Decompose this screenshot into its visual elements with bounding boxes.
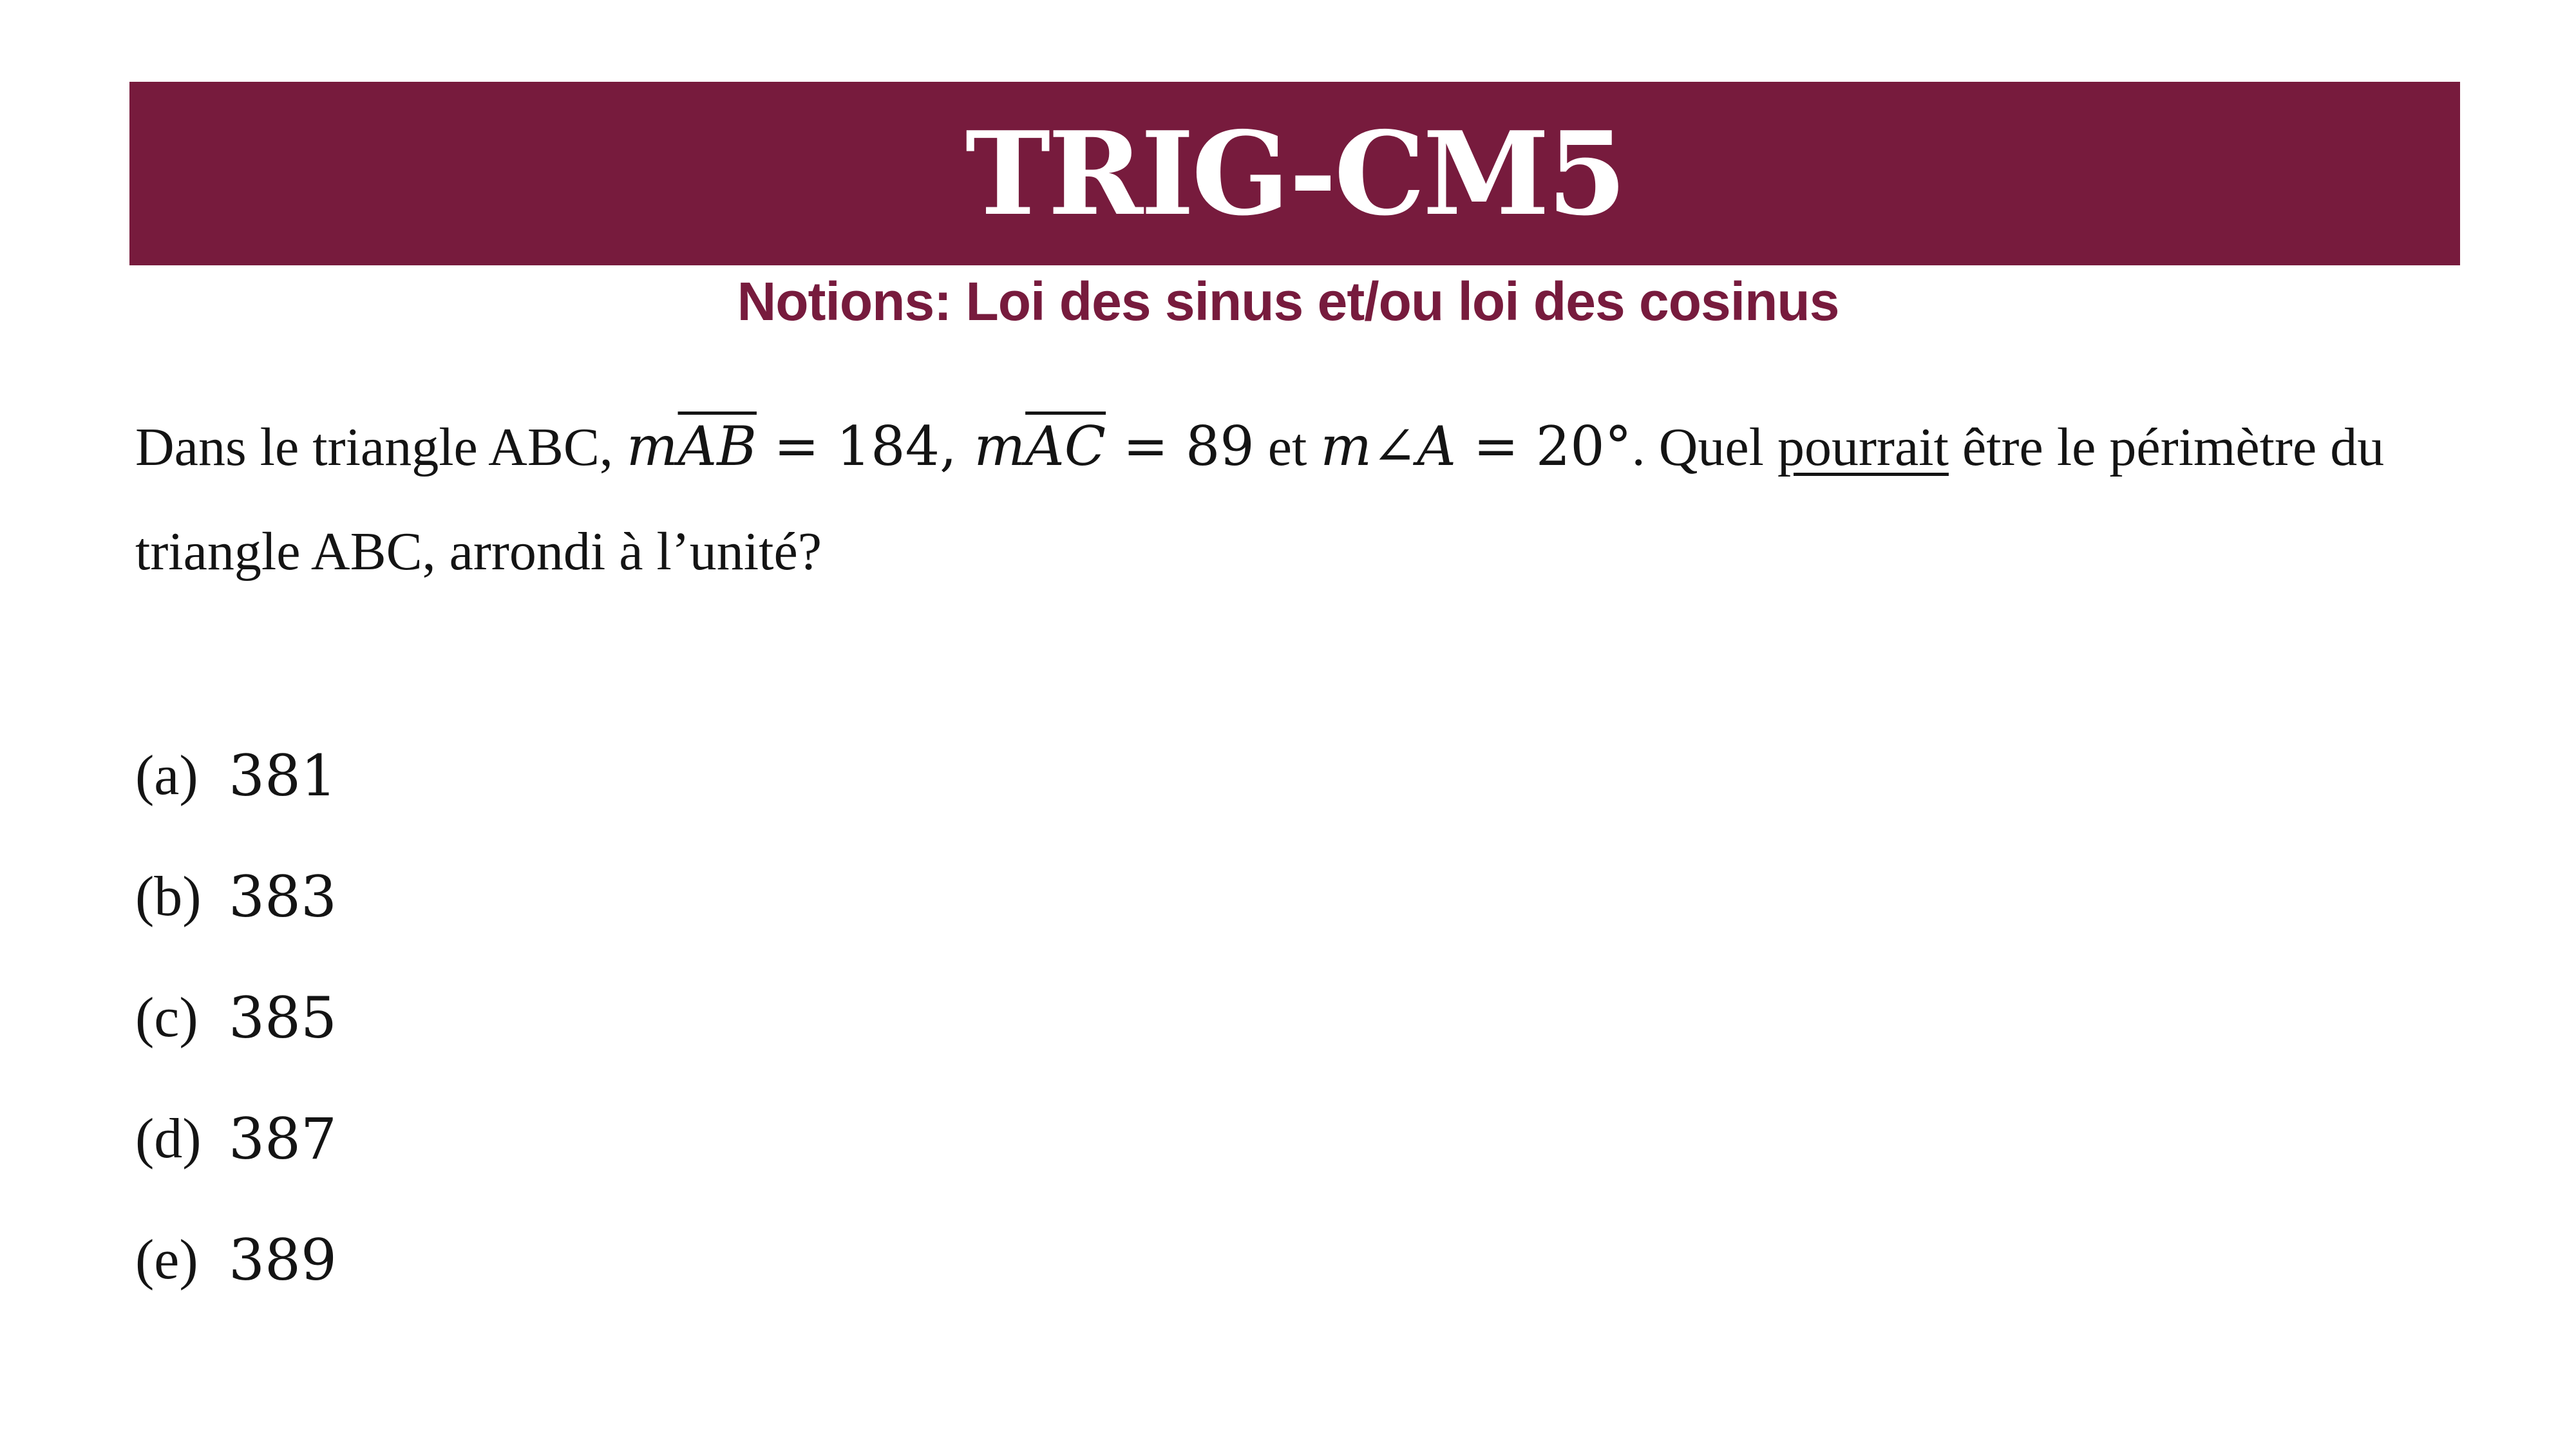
choice-value: 385	[229, 984, 337, 1051]
equation-ac: = 89	[1106, 415, 1255, 478]
choice-label: (b)	[135, 865, 202, 928]
choice-e[interactable]	[135, 1199, 337, 1320]
choice-value: 389	[229, 1226, 337, 1293]
equation-angle: = 20°	[1456, 415, 1632, 478]
question-line-2: triangle ABC, arrondi à l’unité?	[135, 522, 822, 582]
segment-ac: $\overline{AC}$	[1025, 415, 1106, 478]
question-line-1	[135, 394, 2454, 500]
subtitle: Notions: Loi des sinus et/ou loi des cosinus	[737, 271, 1839, 332]
question-text	[135, 394, 2454, 604]
choice-label: (d)	[135, 1107, 202, 1170]
choice-d[interactable]	[135, 1078, 337, 1199]
emphasis-pourrait: pourrait	[1777, 417, 1949, 477]
choice-value: 387	[229, 1105, 337, 1172]
conjunction-et: et	[1254, 417, 1321, 477]
question-suffix: être le périmètre du	[1948, 417, 2385, 477]
question-mid: . Quel	[1631, 417, 1778, 477]
answer-choices	[135, 715, 337, 1320]
math-m-ac	[974, 415, 1106, 478]
angle-a: m∠A	[1320, 415, 1457, 478]
choice-b[interactable]	[135, 836, 337, 957]
choice-value: 383	[229, 863, 337, 930]
choice-label: (c)	[135, 986, 198, 1049]
math-m-ab	[627, 415, 757, 478]
segment-ab: $\overline{AB}$	[677, 415, 757, 478]
choice-label: (a)	[135, 744, 198, 807]
page-title: TRIG-CM5	[965, 106, 1625, 241]
choice-value: 381	[229, 742, 337, 809]
choice-label: (e)	[135, 1228, 198, 1291]
equation-ab: = 184,	[756, 415, 974, 478]
math-m: m	[626, 415, 678, 478]
choice-a[interactable]	[135, 715, 337, 836]
title-banner	[129, 82, 2460, 265]
question-prefix: Dans le triangle ABC,	[135, 417, 627, 477]
choice-c[interactable]	[135, 957, 337, 1078]
math-m: m	[974, 415, 1026, 478]
